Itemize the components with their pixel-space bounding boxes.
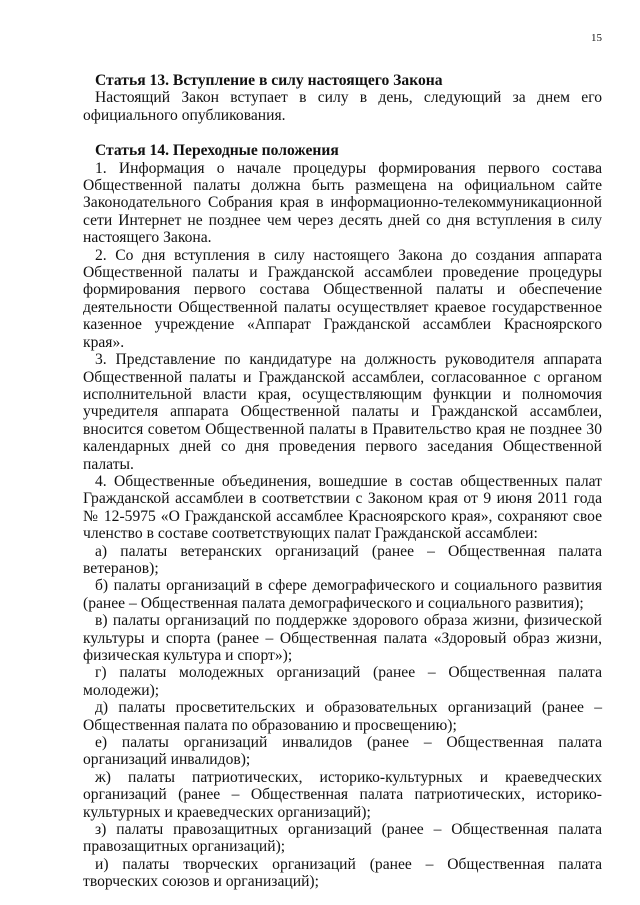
subitem-a: а) палаты ветеранских организаций (ранее – Общественная палата ветеранов); <box>83 542 602 577</box>
article-14-heading: Статья 14. Переходные положения <box>95 142 339 160</box>
article-14 <box>83 142 602 890</box>
subitem-d: д) палаты просветительских и образовательных организаций (ранее – Общественная палата по образованию и просвещению); <box>83 699 602 734</box>
subitem-z: з) палаты правозащитных организаций (ранее – Общественная палата правозащитных организаций); <box>83 821 602 856</box>
article-14-paragraph-2: 2. Со дня вступления в силу настоящего Закона до создания аппарата Общественной палаты и Гражданской ассамблеи проведение процедуры формирования первого состава Общественной палаты и обеспечение деятельности Общественной палаты осуществляет краевое государственное казенное учреждение «Аппарат Гражданской ассамблеи Красноярского края». <box>83 246 602 351</box>
document-body <box>83 72 602 891</box>
article-13 <box>83 72 602 124</box>
subitem-zh: ж) палаты патриотических, историко-культурных и краеведческих организаций (ранее – Общественная палата патриотических, историко-культурных и краеведческих организаций); <box>83 768 602 821</box>
article-14-paragraph-3: 3. Представление по кандидатуре на должность руководителя аппарата Общественной палаты и Гражданской ассамблеи, согласованное с органом исполнительной власти края, осуществляющим функции и полномочия учредителя аппарата Общественной палаты и Гражданской ассамблеи, вносится советом Общественной палаты в Правительство края не позднее 30 календарных дней со дня проведения первого заседания Общественной палаты. <box>83 351 602 473</box>
article-13-heading: Статья 13. Вступление в силу настоящего Закона <box>95 72 443 89</box>
subitem-i: и) палаты творческих организаций (ранее – Общественная палата творческих союзов и организаций); <box>83 855 602 891</box>
article-14-paragraph-1: 1. Информация о начале процедуры формирования первого состава Общественной палаты должна быть размещена на официальном сайте Законодательного Собрания края в информационно-телекоммуникационной сети Интернет не позднее чем через десять дней со дня вступления в силу настоящего Закона. <box>83 159 602 247</box>
article-13-text: Настоящий Закон вступает в силу в день, следующий за днем его официального опубликования. <box>83 89 602 124</box>
page-number: 15 <box>591 32 602 44</box>
section-gap <box>83 124 602 142</box>
subitem-g: г) палаты молодежных организаций (ранее – Общественная палата молодежи); <box>83 664 602 699</box>
subitem-e: е) палаты организаций инвалидов (ранее – Общественная палата организаций инвалидов); <box>83 734 602 769</box>
subitem-b: б) палаты организаций в сфере демографического и социального развития (ранее – Общественная палата демографического и социального развития); <box>83 577 602 612</box>
subitem-v: в) палаты организаций по поддержке здорового образа жизни, физической культуры и спорта (ранее – Общественная палата «Здоровый образ жизни, физическая культура и спорт»); <box>83 612 602 664</box>
article-14-paragraph-4: 4. Общественные объединения, вошедшие в состав общественных палат Гражданской ассамблеи в соответствии с Законом края от 9 июня 2011 года № 12-5975 «О Гражданской ассамблее Красноярского края», сохраняют свое членство в составе соответствующих палат Гражданской ассамблеи: <box>83 472 602 543</box>
